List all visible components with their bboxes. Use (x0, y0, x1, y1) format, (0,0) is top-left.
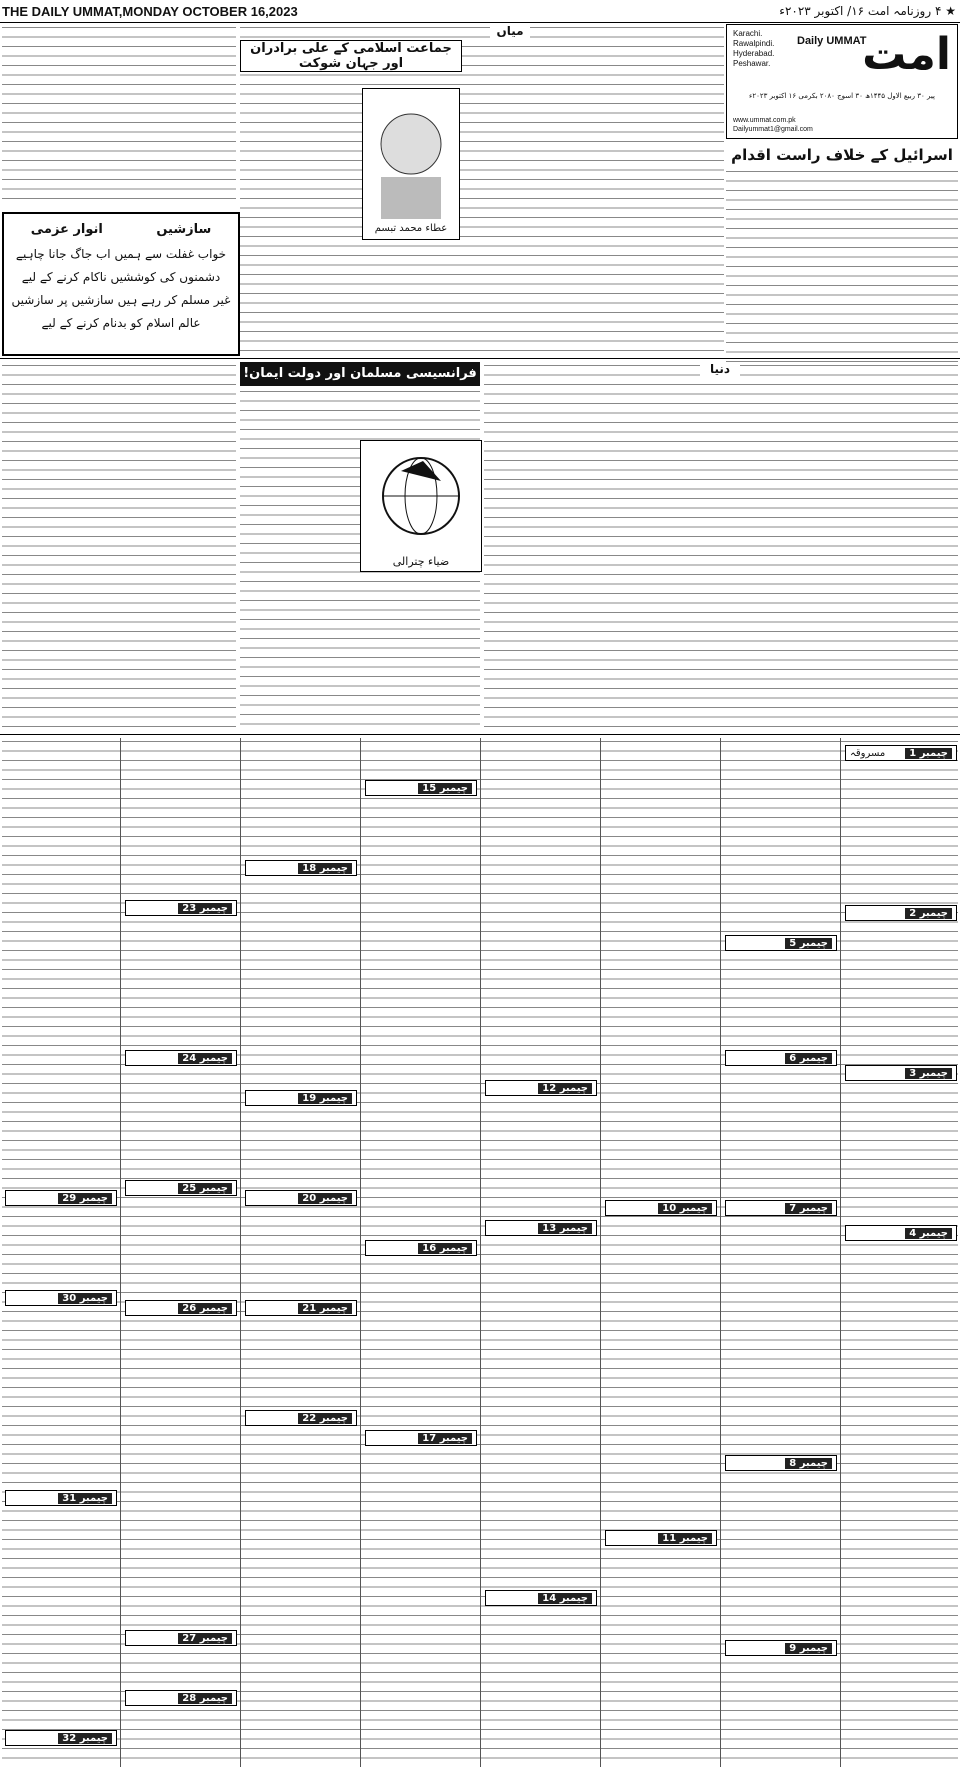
box-header (845, 1065, 957, 1081)
box-number: چیمبر 22 (298, 1413, 352, 1424)
box-number: چیمبر 17 (418, 1433, 472, 1444)
box-number: چیمبر 28 (178, 1693, 232, 1704)
box-number: چیمبر 14 (538, 1593, 592, 1604)
city-item: Karachi. (733, 29, 763, 38)
box-header (605, 1530, 717, 1546)
box-header (725, 1050, 837, 1066)
box-header (365, 1430, 477, 1446)
box-header (245, 1410, 357, 1426)
box-header (845, 745, 957, 761)
box-number: چیمبر 12 (538, 1083, 592, 1094)
box-header (845, 1225, 957, 1241)
box-header (125, 1300, 237, 1316)
column-title: جماعت اسلامی کے علی برادران اور جہان شوکت (240, 40, 462, 72)
poem-line: عالم اسلام کو بدنام کرنے کے لیے (41, 316, 201, 330)
globe-icon (361, 441, 481, 551)
box-number: چیمبر 15 (418, 783, 472, 794)
box-number: چیمبر 10 (658, 1203, 712, 1214)
box-number: چیمبر 26 (178, 1303, 232, 1314)
poem-line: دشمنوں کی کوششیں ناکام کرنے کے لیے (21, 270, 221, 284)
box-header (365, 780, 477, 796)
poem-header (4, 222, 238, 237)
brand-name: Daily UMMAT (797, 35, 867, 47)
box-header (125, 1180, 237, 1196)
box-number: چیمبر 30 (58, 1293, 112, 1304)
box-number: چیمبر 29 (58, 1193, 112, 1204)
column-author: عطاء محمد تبسم (374, 223, 448, 234)
poem-lines (4, 243, 238, 335)
poem-title: سازشیں (156, 222, 212, 237)
masthead-contact (733, 116, 813, 134)
box-header (485, 1220, 597, 1236)
newspaper-logo: امت (862, 29, 951, 80)
box-number: چیمبر 4 (905, 1228, 952, 1239)
poem-line: غیر مسلم کر رہے ہیں سازشیں پر سازشیں (11, 293, 231, 307)
right-mid-text (484, 362, 958, 732)
author-photo (362, 88, 460, 240)
city-item: Rawalpindi. (733, 39, 775, 48)
email-link[interactable]: Dailyummat1@gmail.com (733, 126, 813, 133)
english-dateline: THE DAILY UMMAT,MONDAY OCTOBER 16,2023 (2, 3, 298, 19)
box-label: مسروقہ (850, 747, 886, 759)
city-item: Hyderabad. (733, 49, 775, 58)
box-number: چیمبر 6 (785, 1053, 832, 1064)
box-header (125, 1630, 237, 1646)
box-number: چیمبر 9 (785, 1643, 832, 1654)
box-number: چیمبر 20 (298, 1193, 352, 1204)
box-header (5, 1490, 117, 1506)
left-top-text (2, 24, 236, 204)
box-header (125, 1050, 237, 1066)
box-header (725, 1640, 837, 1656)
box-number: چیمبر 7 (785, 1203, 832, 1214)
box-header (125, 900, 237, 916)
star-icon: ★ (945, 4, 956, 18)
box-header (5, 1190, 117, 1206)
box-header (245, 860, 357, 876)
box-header (245, 1190, 357, 1206)
box-header (5, 1730, 117, 1746)
city-item: Peshawar. (733, 59, 771, 68)
box-number: چیمبر 32 (58, 1733, 112, 1744)
box-number: چیمبر 2 (905, 908, 952, 919)
box-number: چیمبر 19 (298, 1093, 352, 1104)
page-number: ۴ (934, 4, 942, 18)
poem-box (2, 212, 240, 356)
box-header (5, 1290, 117, 1306)
box-number: چیمبر 16 (418, 1243, 472, 1254)
box-header (485, 1590, 597, 1606)
special-title: فرانسیسی مسلمان اور دولت ایمان! (240, 362, 480, 386)
box-number: چیمبر 13 (538, 1223, 592, 1234)
box-header (365, 1240, 477, 1256)
box-number: چیمبر 23 (178, 903, 232, 914)
box-header (485, 1080, 597, 1096)
poem-author: انوار عزمی (30, 222, 103, 237)
editorial-title: اسرائیل کے خلاف راست اقدام (726, 146, 958, 182)
box-header (605, 1200, 717, 1216)
box-header (725, 1200, 837, 1216)
box-number: چیمبر 18 (298, 863, 352, 874)
page-header (0, 0, 960, 23)
city-list (733, 29, 774, 69)
poem-line: خواب غفلت سے ہمیں اب جاگ جانا چاہیے (15, 247, 227, 261)
box-number: چیمبر 8 (785, 1458, 832, 1469)
box-header (125, 1690, 237, 1706)
website-link[interactable]: www.ummat.com.pk (733, 117, 796, 124)
world-title: دنیا (700, 362, 740, 376)
box-number: چیمبر 5 (785, 938, 832, 949)
urdu-dateline (779, 4, 960, 18)
box-number: چیمبر 25 (178, 1183, 232, 1194)
portrait-icon (363, 89, 459, 219)
urdu-dateline-text: روزنامہ امت ۱۶/ اکتوبر ۲۰۲۳ء (779, 4, 932, 18)
box-number: چیمبر 11 (658, 1533, 712, 1544)
box-header (245, 1300, 357, 1316)
special-author: ضیاء چترالی (392, 555, 450, 568)
box-header (245, 1090, 357, 1106)
box-number: چیمبر 21 (298, 1303, 352, 1314)
box-number: چیمبر 31 (58, 1493, 112, 1504)
special-photo (360, 440, 482, 572)
box-number: چیمبر 3 (905, 1068, 952, 1079)
top-columns-text (240, 24, 724, 354)
mian-title: میاں (490, 24, 530, 38)
masthead-date: پیر ۳۰ ربیع الاول ۱۴۴۵ھ ۳۰ اسوج ۲۰۸۰ بکرمی ۱۶ اکتوبر ۲۰۲۳ء (749, 92, 935, 100)
left-mid-text (2, 362, 236, 732)
box-header (725, 935, 837, 951)
box-number: چیمبر 24 (178, 1053, 232, 1064)
masthead (726, 24, 958, 139)
box-header (845, 905, 957, 921)
box-number: چیمبر 1 (905, 748, 952, 759)
box-number: چیمبر 27 (178, 1633, 232, 1644)
box-header (725, 1455, 837, 1471)
